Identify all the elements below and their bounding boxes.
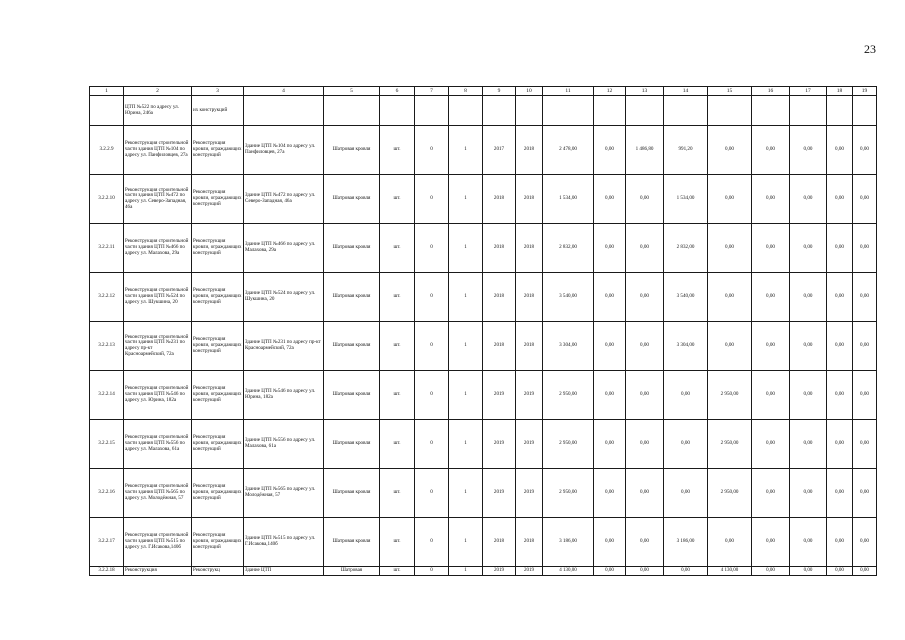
cell-cost-2018: 0,00 [664, 371, 708, 420]
cell-cost-2016: 0,00 [594, 322, 626, 371]
cell-roof-type: Шатровая кровля [324, 518, 380, 567]
cell-cost-2021: 0,00 [790, 224, 827, 273]
cell-cost-2023: 0,00 [853, 126, 877, 175]
cell-cost-2018: 3 186,00 [664, 518, 708, 567]
column-header-value-after: 8 [449, 87, 483, 96]
cell-row-number: 3.2.2.13 [90, 322, 124, 371]
cell-cost-2020: 0,00 [752, 518, 790, 567]
cell-cost-2022 [827, 96, 853, 126]
cell-unit: шт. [380, 322, 415, 371]
table-row [90, 469, 877, 518]
cell-start-year: 2018 [483, 273, 516, 322]
cell-cost-2017: 0,00 [626, 567, 664, 576]
cell-value-after: 1 [449, 420, 483, 469]
cell-object-location [244, 96, 324, 126]
column-header-cost-2019: 15 [708, 87, 752, 96]
cell-cost-2020: 0,00 [752, 420, 790, 469]
cell-total-cost: 3 186,00 [543, 518, 594, 567]
cell-roof-type: Шатровая кровля [324, 322, 380, 371]
cell-cost-2021: 0,00 [790, 175, 827, 224]
cell-cost-2022: 0,00 [827, 371, 853, 420]
cell-work-type: Реконструкция кровли, ограждающих конструкций [192, 469, 244, 518]
cell-cost-2019: 0,00 [708, 518, 752, 567]
cell-end-year: 2018 [516, 126, 543, 175]
cell-cost-2023: 0,00 [853, 469, 877, 518]
cell-project-name: Реконструкция [124, 567, 192, 576]
cell-project-name: Реконструкция строительной части здания ЦТП №565 по адресу ул. Молодёжная, 57 [124, 469, 192, 518]
cell-cost-2023: 0,00 [853, 567, 877, 576]
program-table [89, 86, 877, 576]
cell-cost-2021: 0,00 [790, 469, 827, 518]
cell-cost-2018: 991,20 [664, 126, 708, 175]
cell-value-after [449, 96, 483, 126]
cell-roof-type: Шатровая [324, 567, 380, 576]
cell-start-year: 2018 [483, 322, 516, 371]
cell-start-year: 2019 [483, 420, 516, 469]
cell-value-before: 0 [415, 322, 449, 371]
cell-cost-2020: 0,00 [752, 224, 790, 273]
cell-cost-2021 [790, 96, 827, 126]
cell-total-cost [543, 96, 594, 126]
column-header-value-before: 7 [415, 87, 449, 96]
cell-roof-type [324, 96, 380, 126]
cell-end-year: 2019 [516, 371, 543, 420]
cell-row-number: 3.2.2.9 [90, 126, 124, 175]
cell-cost-2023: 0,00 [853, 224, 877, 273]
column-header-work-type: 3 [192, 87, 244, 96]
cell-value-after: 1 [449, 175, 483, 224]
column-header-start-year: 9 [483, 87, 516, 96]
cell-cost-2016 [594, 96, 626, 126]
cell-roof-type: Шатровая кровля [324, 273, 380, 322]
cell-cost-2021: 0,00 [790, 273, 827, 322]
cell-unit: шт. [380, 273, 415, 322]
cell-cost-2018: 2 832,00 [664, 224, 708, 273]
cell-cost-2022: 0,00 [827, 175, 853, 224]
cell-row-number: 3.2.2.17 [90, 518, 124, 567]
cell-cost-2021: 0,00 [790, 371, 827, 420]
cell-start-year: 2018 [483, 175, 516, 224]
cell-cost-2020: 0,00 [752, 322, 790, 371]
cell-object-location: Здание ЦТП №524 по адресу ул. Шукшина, 20 [244, 273, 324, 322]
cell-value-before: 0 [415, 371, 449, 420]
cell-cost-2022: 0,00 [827, 518, 853, 567]
cell-value-before: 0 [415, 518, 449, 567]
cell-work-type: Реконструкция кровли, ограждающих конструкций [192, 273, 244, 322]
cell-row-number: 3.2.2.10 [90, 175, 124, 224]
cell-total-cost: 2 950,00 [543, 420, 594, 469]
cell-start-year: 2019 [483, 469, 516, 518]
cell-cost-2017: 0,00 [626, 322, 664, 371]
cell-cost-2021: 0,00 [790, 126, 827, 175]
cell-value-before: 0 [415, 175, 449, 224]
cell-project-name: Реконструкция строительной части здания ЦТП №231 по адресу пр-кт Красноармейский, 72а [124, 322, 192, 371]
cell-cost-2018: 1 534,00 [664, 175, 708, 224]
cell-value-before [415, 96, 449, 126]
cell-cost-2019: 0,00 [708, 273, 752, 322]
table-row [90, 224, 877, 273]
cell-row-number: 3.2.2.15 [90, 420, 124, 469]
table-row [90, 322, 877, 371]
cell-cost-2017: 0,00 [626, 224, 664, 273]
cell-object-location: Здание ЦТП №556 по адресу ул. Малахова, 61а [244, 420, 324, 469]
cell-cost-2023: 0,00 [853, 175, 877, 224]
cell-object-location: Здание ЦТП №565 по адресу ул. Молодёжная, 57 [244, 469, 324, 518]
cell-cost-2018 [664, 96, 708, 126]
cell-work-type: Реконструкция кровли, ограждающих конструкций [192, 371, 244, 420]
table-row-continuation [90, 96, 877, 126]
cell-cost-2017 [626, 96, 664, 126]
table-row [90, 420, 877, 469]
column-header-row-number: 1 [90, 87, 124, 96]
cell-cost-2018: 0,00 [664, 469, 708, 518]
cell-unit: шт. [380, 518, 415, 567]
cell-value-after: 1 [449, 273, 483, 322]
column-header-cost-2016: 12 [594, 87, 626, 96]
cell-cost-2019: 0,00 [708, 126, 752, 175]
cell-work-type: Реконструкция кровли, ограждающих конструкций [192, 322, 244, 371]
cell-object-location: Здание ЦТП №104 по адресу ул. Панфиловцев, 27а [244, 126, 324, 175]
cell-project-name: Реконструкция строительной части здания ЦТП №104 по адресу ул. Панфиловцев, 27а [124, 126, 192, 175]
cell-cost-2020 [752, 96, 790, 126]
column-header-cost-2023: 19 [853, 87, 877, 96]
cell-cost-2019: 0,00 [708, 322, 752, 371]
cell-value-before: 0 [415, 469, 449, 518]
cell-cost-2017: 0,00 [626, 371, 664, 420]
cell-object-location: Здание ЦТП №466 по адресу ул. Малахова, 29а [244, 224, 324, 273]
cell-cost-2016: 0,00 [594, 273, 626, 322]
column-header-roof-type: 5 [324, 87, 380, 96]
cell-cost-2017: 0,00 [626, 420, 664, 469]
cell-total-cost: 2 950,00 [543, 371, 594, 420]
cell-unit: шт. [380, 420, 415, 469]
table-row [90, 371, 877, 420]
column-header-cost-2022: 18 [827, 87, 853, 96]
cell-row-number: 3.2.2.11 [90, 224, 124, 273]
cell-row-number: 3.2.2.12 [90, 273, 124, 322]
cell-row-number [90, 96, 124, 126]
cell-unit: шт. [380, 224, 415, 273]
table-row [90, 175, 877, 224]
table-row [90, 126, 877, 175]
cell-value-before: 0 [415, 273, 449, 322]
cell-unit: шт. [380, 175, 415, 224]
cell-cost-2019: 4 130,00 [708, 567, 752, 576]
column-header-end-year: 10 [516, 87, 543, 96]
cell-object-location: Здание ЦТП №231 по адресу пр-кт Красноармейский, 72а [244, 322, 324, 371]
cell-project-name: Реконструкция строительной части здания ЦТП №546 по адресу ул. Юрина, 182а [124, 371, 192, 420]
cell-roof-type: Шатровая кровля [324, 371, 380, 420]
cell-project-name: Реконструкция строительной части здания ЦТП №515 по адресу ул. Г.Исакова,140б [124, 518, 192, 567]
cell-cost-2021: 0,00 [790, 567, 827, 576]
cell-object-location: Здание ЦТП №472 по адресу ул. Северо-Западная, 46а [244, 175, 324, 224]
cell-cost-2018: 3 304,00 [664, 322, 708, 371]
column-header-total-cost: 11 [543, 87, 594, 96]
cell-cost-2016: 0,00 [594, 518, 626, 567]
cell-project-name: Реконструкция строительной части здания ЦТП №472 по адресу ул. Северо-Западная, 46а [124, 175, 192, 224]
cell-unit: шт. [380, 371, 415, 420]
table-row-partial [90, 567, 877, 576]
table-row [90, 273, 877, 322]
cell-start-year: 2018 [483, 518, 516, 567]
cell-end-year: 2018 [516, 175, 543, 224]
cell-value-after: 1 [449, 371, 483, 420]
cell-cost-2017: 0,00 [626, 273, 664, 322]
cell-unit: шт. [380, 126, 415, 175]
cell-row-number: 3.2.2.18 [90, 567, 124, 576]
cell-value-after: 1 [449, 322, 483, 371]
cell-cost-2017: 0,00 [626, 469, 664, 518]
cell-cost-2017: 1 486,80 [626, 126, 664, 175]
cell-work-type: Реконструкция кровли, ограждающих конструкций [192, 224, 244, 273]
cell-start-year [483, 96, 516, 126]
cell-cost-2019: 2 950,00 [708, 420, 752, 469]
cell-cost-2016: 0,00 [594, 175, 626, 224]
cell-cost-2019: 2 950,00 [708, 371, 752, 420]
cell-total-cost: 1 534,00 [543, 175, 594, 224]
cell-cost-2023: 0,00 [853, 273, 877, 322]
cell-value-before: 0 [415, 420, 449, 469]
cell-end-year: 2018 [516, 273, 543, 322]
cell-cost-2016: 0,00 [594, 567, 626, 576]
cell-cost-2018: 3 540,00 [664, 273, 708, 322]
column-header-object-location: 4 [244, 87, 324, 96]
column-header-unit: 6 [380, 87, 415, 96]
cell-work-type: Реконструкция кровли, ограждающих конструкций [192, 518, 244, 567]
cell-cost-2020: 0,00 [752, 126, 790, 175]
cell-total-cost: 3 304,00 [543, 322, 594, 371]
cell-row-number: 3.2.2.16 [90, 469, 124, 518]
cell-end-year [516, 96, 543, 126]
cell-end-year: 2018 [516, 322, 543, 371]
cell-work-type: Реконструкция кровли, ограждающих конструкций [192, 126, 244, 175]
cell-start-year: 2019 [483, 371, 516, 420]
cell-unit: шт. [380, 469, 415, 518]
cell-roof-type: Шатровая кровля [324, 420, 380, 469]
cell-project-name: ЦТП №522 по адресу ул. Юрина, 246а [124, 96, 192, 126]
cell-start-year: 2017 [483, 126, 516, 175]
cell-cost-2023: 0,00 [853, 420, 877, 469]
column-header-cost-2021: 17 [790, 87, 827, 96]
cell-cost-2023: 0,00 [853, 371, 877, 420]
cell-work-type: Реконструкция кровли, ограждающих конструкций [192, 420, 244, 469]
page-number: 23 [864, 42, 876, 56]
cell-end-year: 2019 [516, 469, 543, 518]
cell-roof-type: Шатровая кровля [324, 126, 380, 175]
cell-cost-2021: 0,00 [790, 420, 827, 469]
cell-cost-2017: 0,00 [626, 518, 664, 567]
cell-end-year: 2019 [516, 420, 543, 469]
cell-object-location: Здание ЦТП [244, 567, 324, 576]
column-header-project-name: 2 [124, 87, 192, 96]
cell-total-cost: 2 832,00 [543, 224, 594, 273]
cell-work-type: их конструкций [192, 96, 244, 126]
cell-total-cost: 3 540,00 [543, 273, 594, 322]
cell-cost-2021: 0,00 [790, 518, 827, 567]
cell-cost-2023: 0,00 [853, 322, 877, 371]
cell-value-before: 0 [415, 567, 449, 576]
cell-end-year: 2018 [516, 224, 543, 273]
cell-row-number: 3.2.2.14 [90, 371, 124, 420]
cell-project-name: Реконструкция строительной части здания ЦТП №524 по адресу ул. Шукшина, 20 [124, 273, 192, 322]
cell-roof-type: Шатровая кровля [324, 175, 380, 224]
cell-cost-2016: 0,00 [594, 420, 626, 469]
cell-cost-2019: 0,00 [708, 224, 752, 273]
cell-project-name: Реконструкция строительной части здания ЦТП №466 по адресу ул. Малахова, 29а [124, 224, 192, 273]
cell-start-year: 2018 [483, 224, 516, 273]
cell-cost-2019 [708, 96, 752, 126]
cell-value-after: 1 [449, 469, 483, 518]
cell-value-after: 1 [449, 567, 483, 576]
cell-cost-2023: 0,00 [853, 518, 877, 567]
cell-cost-2022: 0,00 [827, 469, 853, 518]
cell-cost-2020: 0,00 [752, 567, 790, 576]
cell-total-cost: 4 130,00 [543, 567, 594, 576]
cell-cost-2019: 2 950,00 [708, 469, 752, 518]
cell-value-before: 0 [415, 126, 449, 175]
header-row [90, 87, 877, 96]
cell-cost-2020: 0,00 [752, 175, 790, 224]
column-header-cost-2020: 16 [752, 87, 790, 96]
cell-cost-2016: 0,00 [594, 371, 626, 420]
column-header-cost-2017: 13 [626, 87, 664, 96]
cell-cost-2017: 0,00 [626, 175, 664, 224]
cell-roof-type: Шатровая кровля [324, 469, 380, 518]
cell-work-type: Реконструкц [192, 567, 244, 576]
cell-cost-2023 [853, 96, 877, 126]
cell-work-type: Реконструкция кровли, ограждающих конструкций [192, 175, 244, 224]
cell-cost-2022: 0,00 [827, 567, 853, 576]
column-header-cost-2018: 14 [664, 87, 708, 96]
cell-unit [380, 96, 415, 126]
cell-cost-2020: 0,00 [752, 371, 790, 420]
cell-cost-2018: 0,00 [664, 567, 708, 576]
cell-value-after: 1 [449, 518, 483, 567]
cell-value-before: 0 [415, 224, 449, 273]
cell-cost-2020: 0,00 [752, 469, 790, 518]
cell-cost-2018: 0,00 [664, 420, 708, 469]
cell-cost-2019: 0,00 [708, 175, 752, 224]
cell-unit: шт. [380, 567, 415, 576]
cell-total-cost: 2 478,00 [543, 126, 594, 175]
cell-cost-2016: 0,00 [594, 126, 626, 175]
cell-cost-2022: 0,00 [827, 273, 853, 322]
cell-value-after: 1 [449, 126, 483, 175]
cell-project-name: Реконструкция строительной части здания ЦТП №556 по адресу ул. Малахова, 61а [124, 420, 192, 469]
cell-object-location: Здание ЦТП №515 по адресу ул. Г.Исакова,140б [244, 518, 324, 567]
cell-roof-type: Шатровая кровля [324, 224, 380, 273]
cell-end-year: 2019 [516, 567, 543, 576]
cell-end-year: 2018 [516, 518, 543, 567]
cell-value-after: 1 [449, 224, 483, 273]
cell-cost-2016: 0,00 [594, 224, 626, 273]
cell-start-year: 2019 [483, 567, 516, 576]
cell-total-cost: 2 950,00 [543, 469, 594, 518]
table-row [90, 518, 877, 567]
cell-cost-2022: 0,00 [827, 224, 853, 273]
cell-cost-2022: 0,00 [827, 420, 853, 469]
cell-cost-2021: 0,00 [790, 322, 827, 371]
cell-cost-2020: 0,00 [752, 273, 790, 322]
cell-cost-2022: 0,00 [827, 322, 853, 371]
cell-cost-2022: 0,00 [827, 126, 853, 175]
cell-object-location: Здание ЦТП №546 по адресу ул. Юрина, 182а [244, 371, 324, 420]
cell-cost-2016: 0,00 [594, 469, 626, 518]
